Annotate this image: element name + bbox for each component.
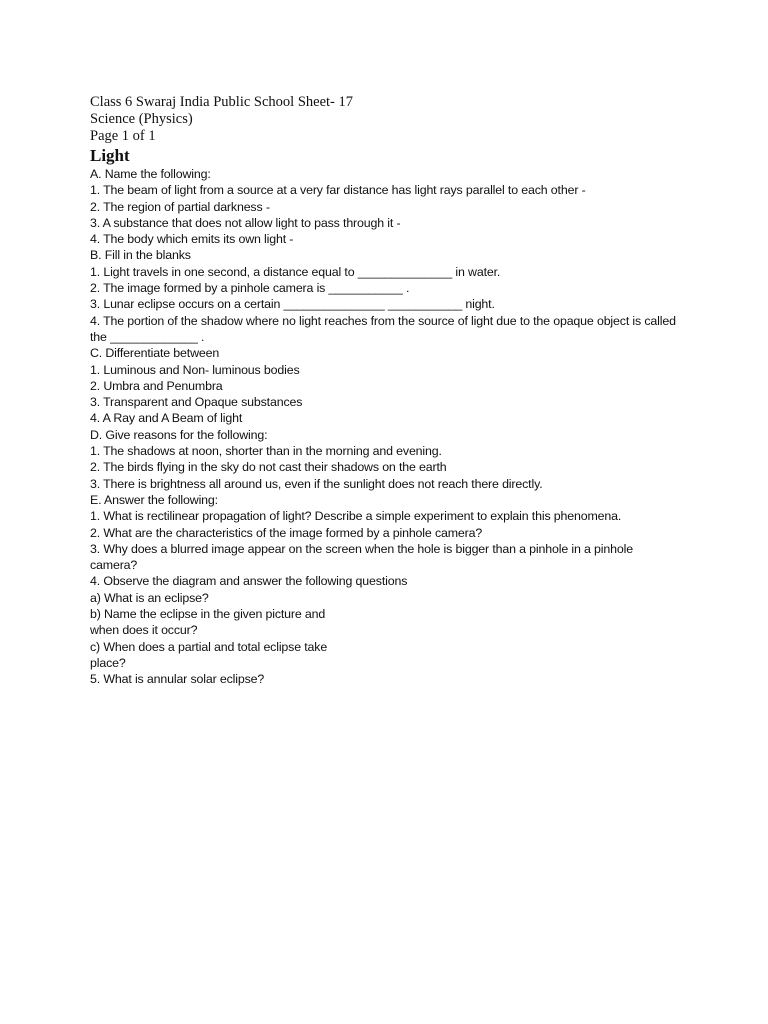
worksheet-document	[90, 94, 690, 688]
question-line: C. Differentiate between	[90, 346, 220, 361]
question-line: 2. What are the characteristics of the image formed by a pinhole camera?	[90, 525, 483, 540]
question-line: 1. Luminous and Non- luminous bodies	[90, 362, 300, 377]
question-line: 2. The birds flying in the sky do not cast their shadows on the earth	[90, 460, 447, 475]
question-line: 3. A substance that does not allow light to pass through it -	[90, 215, 401, 230]
question-line: 3. Transparent and Opaque substances	[90, 395, 303, 410]
question-line: 4. A Ray and A Beam of light	[90, 411, 243, 426]
question-line: 4. The body which emits its own light -	[90, 232, 294, 247]
question-line: 2. The image formed by a pinhole camera is ___________ .	[90, 281, 410, 296]
question-line: 2. Umbra and Penumbra	[90, 378, 223, 393]
page-title: Light	[90, 146, 130, 165]
question-line: E. Answer the following:	[90, 492, 218, 507]
question-line: 3. Why does a blurred image appear on the screen when the hole is bigger than a pinhole in a pinhole camera?	[90, 541, 633, 573]
question-line: when does it occur?	[90, 623, 198, 638]
question-line: a) What is an eclipse?	[90, 590, 209, 605]
question-line: 1. The shadows at noon, shorter than in the morning and evening.	[90, 444, 442, 459]
question-line: 3. There is brightness all around us, even if the sunlight does not reach there directly.	[90, 476, 543, 491]
question-line: 1. Light travels in one second, a distance equal to ______________ in water.	[90, 264, 501, 279]
header-subject-line: Science (Physics)	[90, 111, 193, 127]
question-line: 1. What is rectilinear propagation of light? Describe a simple experiment to explain this phenomena.	[90, 509, 622, 524]
header-page-line: Page 1 of 1	[90, 128, 156, 144]
header-school-line: Class 6 Swaraj India Public School Sheet- 17	[90, 94, 353, 110]
worksheet-body	[90, 166, 690, 688]
question-line: B. Fill in the blanks	[90, 248, 191, 263]
question-line: 1. The beam of light from a source at a very far distance has light rays parallel to each other -	[90, 183, 586, 198]
question-line: 4. The portion of the shadow where no light reaches from the source of light due to the opaque object is called	[90, 313, 676, 328]
question-line: D. Give reasons for the following:	[90, 427, 268, 442]
question-line: A. Name the following:	[90, 167, 211, 181]
question-line: the _____________ .	[90, 329, 205, 344]
question-line: place?	[90, 655, 126, 670]
question-line: b) Name the eclipse in the given picture and	[90, 607, 326, 622]
question-line: c) When does a partial and total eclipse take	[90, 639, 328, 654]
question-line: 5. What is annular solar eclipse?	[90, 672, 265, 687]
question-line: 2. The region of partial darkness -	[90, 199, 270, 214]
question-line: 4. Observe the diagram and answer the following questions	[90, 574, 408, 589]
question-line: 3. Lunar eclipse occurs on a certain _______________ ___________ night.	[90, 297, 495, 312]
